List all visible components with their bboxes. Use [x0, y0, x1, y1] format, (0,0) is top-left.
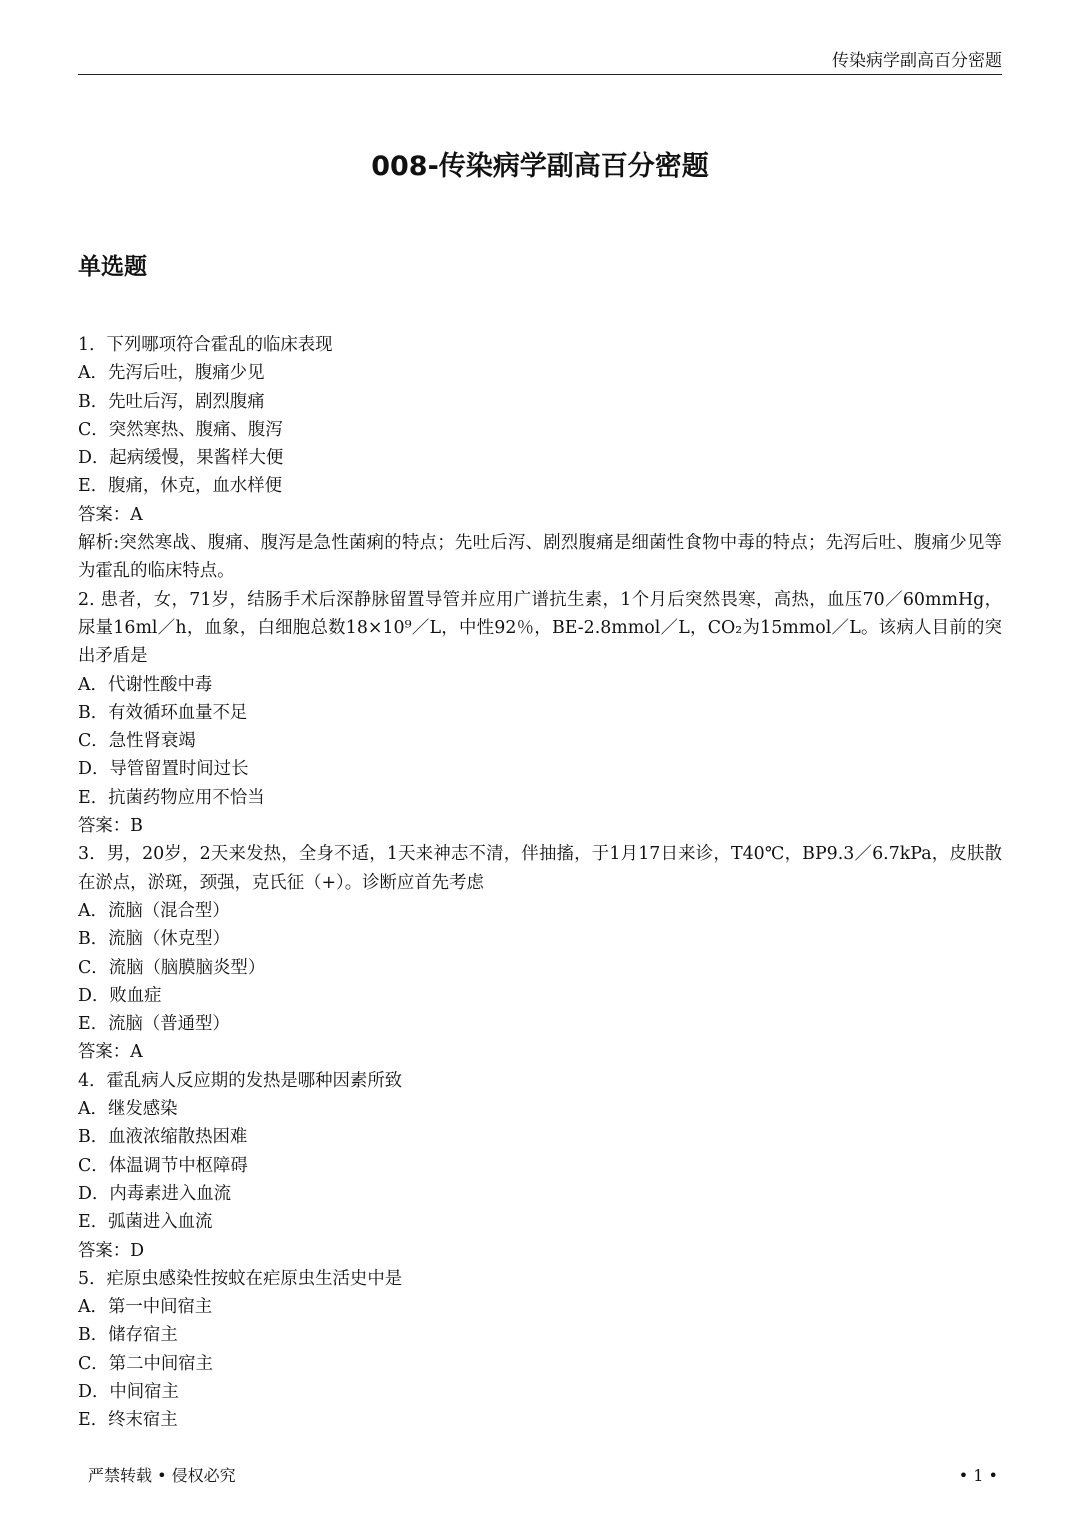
document-title: 008-传染病学副高百分密题: [371, 151, 709, 182]
answer: 答案：A: [78, 504, 143, 525]
question-3: [78, 840, 1002, 1066]
answer: 答案：A: [78, 1042, 143, 1063]
option-e: E．抗菌药物应用不恰当: [78, 787, 265, 808]
analysis: 解析:突然寒战、腹痛、腹泻是急性菌痢的特点；先吐后泻、剧烈腹痛是细菌性食物中毒的特点；先泻后吐、腹痛少见等为霍乱的临床特点。: [78, 533, 1002, 582]
question-stem: 4．霍乱病人反应期的发热是哪种因素所致: [78, 1070, 403, 1091]
option-d: D．导管留置时间过长: [78, 759, 249, 780]
option-c: C．体温调节中枢障碍: [78, 1155, 248, 1176]
running-header-title: 传染病学副高百分密题: [832, 51, 1002, 71]
question-list: [78, 331, 1002, 1435]
option-a: A．流脑（混合型）: [78, 900, 230, 921]
option-c: C．突然寒热、腹痛、腹泻: [78, 419, 283, 440]
answer: 答案：D: [78, 1240, 145, 1261]
option-a: A．继发感染: [78, 1099, 178, 1120]
option-d: D．内毒素进入血流: [78, 1183, 232, 1204]
page-number: • 1 •: [958, 1466, 998, 1485]
question-4: [78, 1067, 1002, 1265]
section-heading: 单选题: [78, 254, 147, 280]
option-b: B．流脑（休克型）: [78, 929, 230, 950]
question-5: [78, 1265, 1002, 1435]
answer: 答案：B: [78, 816, 143, 837]
question-stem: 2. 患者，女，71岁，结肠手术后深静脉留置导管并应用广谱抗生素，1个月后突然畏寒，高热，血压70／60mmHg，尿量16ml／h，血象，白细胞总数18×10⁹／L，中性92％，BE-2.8mmol／L，CO₂为15mmol／L。该病人目前的突出矛盾是: [78, 589, 1002, 667]
option-c: C．第二中间宿主: [78, 1353, 214, 1374]
header-divider: [78, 74, 1002, 75]
option-a: A．先泻后吐，腹痛少见: [78, 363, 265, 384]
option-a: A．第一中间宿主: [78, 1297, 213, 1318]
option-b: B．有效循环血量不足: [78, 702, 248, 723]
option-e: E．弧菌进入血流: [78, 1212, 213, 1233]
copyright-notice: 严禁转载 • 侵权必究: [88, 1466, 236, 1485]
option-b: B．先吐后泻，剧烈腹痛: [78, 391, 265, 412]
question-stem: 5．疟原虫感染性按蚊在疟原虫生活史中是: [78, 1268, 403, 1289]
question-1: [78, 331, 1002, 586]
option-c: C．急性肾衰竭: [78, 731, 196, 752]
option-b: B．储存宿主: [78, 1325, 178, 1346]
option-e: E．终末宿主: [78, 1410, 178, 1431]
option-e: E．腹痛，休克，血水样便: [78, 476, 282, 497]
option-d: D．中间宿主: [78, 1381, 179, 1402]
question-stem: 3．男，20岁，2天来发热，全身不适，1天来神志不清，伴抽搐，于1月17日来诊，T40℃，BP9.3／6.7kPa，皮肤散在淤点，淤斑，颈强，克氏征（+）。诊断应首先考虑: [78, 844, 1002, 893]
option-c: C．流脑（脑膜脑炎型）: [78, 957, 266, 978]
question-2: [78, 586, 1002, 841]
option-b: B．血液浓缩散热困难: [78, 1127, 248, 1148]
option-a: A．代谢性酸中毒: [78, 674, 213, 695]
option-d: D．起病缓慢，果酱样大便: [78, 448, 284, 469]
option-d: D．败血症: [78, 985, 162, 1006]
option-e: E．流脑（普通型）: [78, 1014, 230, 1035]
question-stem: 1．下列哪项符合霍乱的临床表现: [78, 335, 333, 355]
